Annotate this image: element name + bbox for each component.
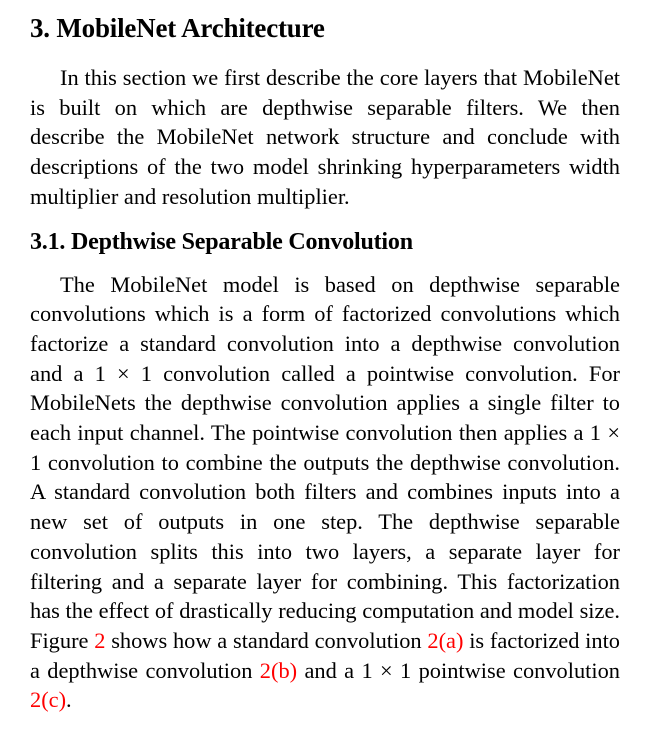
figure-2c-reference-link[interactable]: 2(c) — [30, 687, 67, 713]
figure-2-reference-link[interactable]: 2 — [94, 627, 106, 653]
subsection-heading: 3.1. Depthwise Separable Convolution — [30, 228, 413, 255]
spacer — [30, 212, 620, 226]
spacer — [30, 46, 620, 63]
subsection-paragraph — [30, 270, 620, 716]
paragraph-text: is factorized into a depthwise convolution — [30, 627, 620, 683]
paragraph-text: shows how a standard convolution — [105, 627, 428, 653]
figure-2a-reference-link[interactable]: 2(a) — [427, 627, 464, 653]
section-heading: 3. MobileNet Architecture — [30, 13, 325, 43]
paper-page — [30, 10, 620, 715]
spacer — [30, 258, 620, 270]
section-intro-paragraph: In this section we first describe the core layers that MobileNet is built on which are depthwise separable filters. We then describe the MobileNet network structure and conclude with descriptions of the two model shrinking hyperparameters width multiplier and resolution multiplier. — [30, 65, 620, 209]
paragraph-text: and a 1 × 1 pointwise convolution — [297, 657, 620, 683]
paragraph-text: . — [66, 687, 72, 713]
paragraph-text: The MobileNet model is based on depthwise separable convolutions which is a form of factorized convolutions which factorize a standard convolution into a depthwise convolution and a 1 × 1 convolution called a pointwise convolution. For MobileNets the depthwise convolution applies a single filter to each input channel. The pointwise convolution then applies a 1 × 1 convolution to combine the outputs the depthwise convolution. A standard convolution both filters and combines inputs into a new set of outputs in one step. The depthwise separable convolution splits this into two layers, a separate layer for filtering and a separate layer for combining. This factorization has the effect of drastically reducing computation and model size. Figure — [30, 271, 620, 653]
figure-2b-reference-link[interactable]: 2(b) — [259, 657, 298, 683]
